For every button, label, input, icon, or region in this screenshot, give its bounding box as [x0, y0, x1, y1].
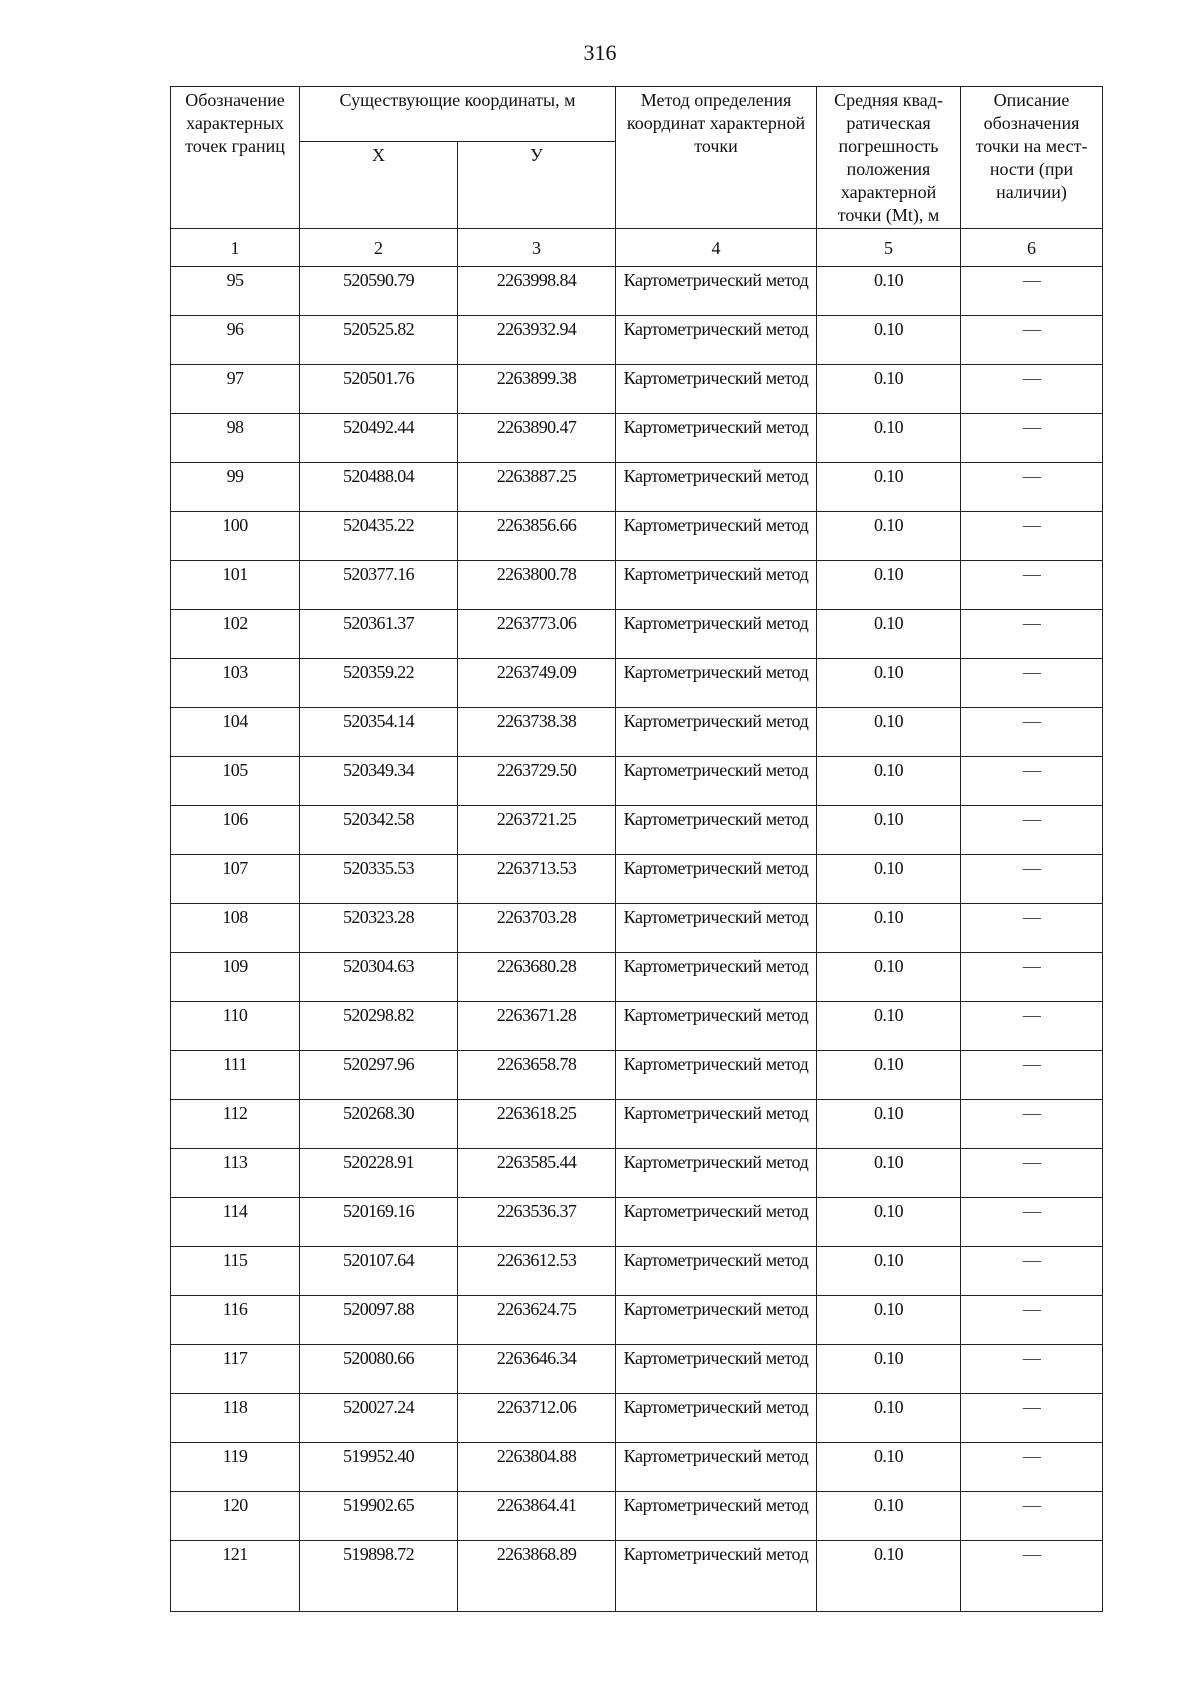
cell-x-coordinate: 520080.66 — [300, 1345, 458, 1394]
cell-point-number: 97 — [171, 365, 300, 414]
header-mean-square-error: Средняя квадратическая погрешность положения характерной точки (Mt), м — [817, 87, 961, 229]
cell-description: — — [961, 1492, 1103, 1541]
cell-method: Картометрический метод — [616, 414, 817, 463]
cell-y-coordinate: 2263713.53 — [458, 855, 616, 904]
cell-x-coordinate: 520107.64 — [300, 1247, 458, 1296]
cell-x-coordinate: 520359.22 — [300, 659, 458, 708]
cell-point-number: 119 — [171, 1443, 300, 1492]
cell-y-coordinate: 2263585.44 — [458, 1149, 616, 1198]
cell-error: 0.10 — [817, 1051, 961, 1100]
cell-y-coordinate: 2263932.94 — [458, 316, 616, 365]
cell-error: 0.10 — [817, 904, 961, 953]
cell-x-coordinate: 519952.40 — [300, 1443, 458, 1492]
cell-error: 0.10 — [817, 1296, 961, 1345]
cell-error: 0.10 — [817, 1394, 961, 1443]
header-method: Метод определения координат характерной точки — [616, 87, 817, 229]
cell-description: — — [961, 463, 1103, 512]
cell-x-coordinate: 520361.37 — [300, 610, 458, 659]
cell-error: 0.10 — [817, 1541, 961, 1612]
table-row — [171, 316, 1103, 365]
table-row — [171, 267, 1103, 316]
cell-method: Картометрический метод — [616, 953, 817, 1002]
page-number: 316 — [583, 40, 617, 65]
boundary-points-table — [170, 86, 1103, 1612]
table-row — [171, 953, 1103, 1002]
cell-y-coordinate: 2263680.28 — [458, 953, 616, 1002]
cell-point-number: 100 — [171, 512, 300, 561]
cell-y-coordinate: 2263749.09 — [458, 659, 616, 708]
cell-y-coordinate: 2263671.28 — [458, 1002, 616, 1051]
cell-point-number: 109 — [171, 953, 300, 1002]
cell-method: Картометрический метод — [616, 316, 817, 365]
cell-description: — — [961, 512, 1103, 561]
cell-method: Картометрический метод — [616, 1394, 817, 1443]
cell-point-number: 103 — [171, 659, 300, 708]
table-row — [171, 1296, 1103, 1345]
table-row — [171, 708, 1103, 757]
table-row — [171, 855, 1103, 904]
table-row — [171, 561, 1103, 610]
cell-method: Картометрический метод — [616, 561, 817, 610]
column-number: 6 — [961, 229, 1103, 267]
header-point-designation: Обозначение характерных точек границ — [171, 87, 300, 229]
column-number: 4 — [616, 229, 817, 267]
cell-x-coordinate: 520298.82 — [300, 1002, 458, 1051]
cell-y-coordinate: 2263804.88 — [458, 1443, 616, 1492]
cell-point-number: 113 — [171, 1149, 300, 1198]
cell-point-number: 114 — [171, 1198, 300, 1247]
cell-y-coordinate: 2263868.89 — [458, 1541, 616, 1612]
cell-method: Картометрический метод — [616, 1149, 817, 1198]
cell-y-coordinate: 2263721.25 — [458, 806, 616, 855]
cell-error: 0.10 — [817, 953, 961, 1002]
cell-x-coordinate: 520342.58 — [300, 806, 458, 855]
cell-point-number: 98 — [171, 414, 300, 463]
cell-description: — — [961, 757, 1103, 806]
cell-y-coordinate: 2263998.84 — [458, 267, 616, 316]
table-row — [171, 414, 1103, 463]
cell-y-coordinate: 2263773.06 — [458, 610, 616, 659]
cell-description: — — [961, 316, 1103, 365]
cell-error: 0.10 — [817, 1247, 961, 1296]
cell-point-number: 101 — [171, 561, 300, 610]
cell-description: — — [961, 561, 1103, 610]
table-row — [171, 904, 1103, 953]
cell-description: — — [961, 708, 1103, 757]
cell-method: Картометрический метод — [616, 806, 817, 855]
table-row — [171, 757, 1103, 806]
cell-method: Картометрический метод — [616, 365, 817, 414]
cell-y-coordinate: 2263729.50 — [458, 757, 616, 806]
table-row — [171, 463, 1103, 512]
table-row — [171, 1100, 1103, 1149]
cell-point-number: 95 — [171, 267, 300, 316]
table-row — [171, 1345, 1103, 1394]
table-body — [171, 267, 1103, 1612]
cell-point-number: 120 — [171, 1492, 300, 1541]
table-row — [171, 659, 1103, 708]
cell-x-coordinate: 520377.16 — [300, 561, 458, 610]
cell-x-coordinate: 519902.65 — [300, 1492, 458, 1541]
cell-point-number: 107 — [171, 855, 300, 904]
table-row — [171, 806, 1103, 855]
cell-error: 0.10 — [817, 267, 961, 316]
header-coordinates-group: Существующие координаты, м — [300, 87, 616, 142]
cell-y-coordinate: 2263800.78 — [458, 561, 616, 610]
table-row — [171, 512, 1103, 561]
cell-method: Картометрический метод — [616, 1443, 817, 1492]
cell-description: — — [961, 610, 1103, 659]
cell-x-coordinate: 520228.91 — [300, 1149, 458, 1198]
cell-description: — — [961, 1149, 1103, 1198]
cell-x-coordinate: 520304.63 — [300, 953, 458, 1002]
cell-method: Картометрический метод — [616, 855, 817, 904]
cell-y-coordinate: 2263658.78 — [458, 1051, 616, 1100]
cell-point-number: 116 — [171, 1296, 300, 1345]
table-row — [171, 1198, 1103, 1247]
cell-point-number: 118 — [171, 1394, 300, 1443]
cell-description: — — [961, 855, 1103, 904]
cell-x-coordinate: 520525.82 — [300, 316, 458, 365]
cell-method: Картометрический метод — [616, 267, 817, 316]
cell-x-coordinate: 520335.53 — [300, 855, 458, 904]
cell-error: 0.10 — [817, 561, 961, 610]
table-header — [171, 87, 1103, 267]
cell-y-coordinate: 2263618.25 — [458, 1100, 616, 1149]
cell-description: — — [961, 1345, 1103, 1394]
cell-method: Картометрический метод — [616, 1198, 817, 1247]
cell-point-number: 105 — [171, 757, 300, 806]
cell-method: Картометрический метод — [616, 1247, 817, 1296]
column-number: 2 — [300, 229, 458, 267]
cell-error: 0.10 — [817, 708, 961, 757]
table-row — [171, 610, 1103, 659]
cell-method: Картометрический метод — [616, 512, 817, 561]
cell-point-number: 115 — [171, 1247, 300, 1296]
header-description: Описание обозначения точки на местности (при наличии) — [961, 87, 1103, 229]
cell-point-number: 106 — [171, 806, 300, 855]
cell-method: Картометрический метод — [616, 708, 817, 757]
cell-method: Картометрический метод — [616, 463, 817, 512]
cell-error: 0.10 — [817, 1198, 961, 1247]
cell-description: — — [961, 1051, 1103, 1100]
cell-error: 0.10 — [817, 316, 961, 365]
cell-y-coordinate: 2263887.25 — [458, 463, 616, 512]
cell-error: 0.10 — [817, 1443, 961, 1492]
cell-point-number: 110 — [171, 1002, 300, 1051]
cell-x-coordinate: 520349.34 — [300, 757, 458, 806]
cell-method: Картометрический метод — [616, 1541, 817, 1612]
cell-y-coordinate: 2263536.37 — [458, 1198, 616, 1247]
cell-method: Картометрический метод — [616, 1492, 817, 1541]
cell-x-coordinate: 520492.44 — [300, 414, 458, 463]
table-row — [171, 1247, 1103, 1296]
cell-error: 0.10 — [817, 757, 961, 806]
cell-x-coordinate: 520297.96 — [300, 1051, 458, 1100]
cell-x-coordinate: 520027.24 — [300, 1394, 458, 1443]
cell-point-number: 99 — [171, 463, 300, 512]
cell-point-number: 104 — [171, 708, 300, 757]
cell-x-coordinate: 520097.88 — [300, 1296, 458, 1345]
cell-error: 0.10 — [817, 1149, 961, 1198]
cell-method: Картометрический метод — [616, 904, 817, 953]
cell-description: — — [961, 1296, 1103, 1345]
cell-error: 0.10 — [817, 610, 961, 659]
table-row — [171, 1492, 1103, 1541]
cell-description: — — [961, 1394, 1103, 1443]
cell-description: — — [961, 267, 1103, 316]
table-row — [171, 365, 1103, 414]
cell-x-coordinate: 520268.30 — [300, 1100, 458, 1149]
cell-description: — — [961, 1002, 1103, 1051]
cell-y-coordinate: 2263624.75 — [458, 1296, 616, 1345]
cell-y-coordinate: 2263890.47 — [458, 414, 616, 463]
cell-x-coordinate: 520323.28 — [300, 904, 458, 953]
cell-x-coordinate: 520169.16 — [300, 1198, 458, 1247]
cell-y-coordinate: 2263864.41 — [458, 1492, 616, 1541]
table-row — [171, 1002, 1103, 1051]
cell-error: 0.10 — [817, 512, 961, 561]
column-number: 1 — [171, 229, 300, 267]
cell-description: — — [961, 1247, 1103, 1296]
cell-description: — — [961, 1541, 1103, 1612]
cell-method: Картометрический метод — [616, 1345, 817, 1394]
cell-error: 0.10 — [817, 365, 961, 414]
cell-error: 0.10 — [817, 1345, 961, 1394]
cell-error: 0.10 — [817, 1492, 961, 1541]
cell-y-coordinate: 2263899.38 — [458, 365, 616, 414]
cell-description: — — [961, 1100, 1103, 1149]
cell-point-number: 108 — [171, 904, 300, 953]
cell-point-number: 117 — [171, 1345, 300, 1394]
cell-description: — — [961, 1443, 1103, 1492]
cell-y-coordinate: 2263856.66 — [458, 512, 616, 561]
cell-description: — — [961, 365, 1103, 414]
cell-method: Картометрический метод — [616, 1296, 817, 1345]
table-row — [171, 1443, 1103, 1492]
column-number: 3 — [458, 229, 616, 267]
cell-error: 0.10 — [817, 806, 961, 855]
table-row — [171, 1541, 1103, 1612]
cell-error: 0.10 — [817, 463, 961, 512]
cell-point-number: 121 — [171, 1541, 300, 1612]
cell-method: Картометрический метод — [616, 659, 817, 708]
cell-description: — — [961, 806, 1103, 855]
cell-error: 0.10 — [817, 414, 961, 463]
cell-y-coordinate: 2263703.28 — [458, 904, 616, 953]
table-row — [171, 1394, 1103, 1443]
cell-x-coordinate: 520354.14 — [300, 708, 458, 757]
cell-error: 0.10 — [817, 659, 961, 708]
cell-y-coordinate: 2263646.34 — [458, 1345, 616, 1394]
cell-method: Картометрический метод — [616, 610, 817, 659]
header-row — [171, 87, 1103, 142]
cell-error: 0.10 — [817, 1002, 961, 1051]
cell-point-number: 102 — [171, 610, 300, 659]
cell-description: — — [961, 659, 1103, 708]
cell-method: Картометрический метод — [616, 1100, 817, 1149]
cell-method: Картометрический метод — [616, 1051, 817, 1100]
cell-y-coordinate: 2263738.38 — [458, 708, 616, 757]
cell-error: 0.10 — [817, 1100, 961, 1149]
table-row — [171, 1051, 1103, 1100]
cell-method: Картометрический метод — [616, 757, 817, 806]
cell-point-number: 96 — [171, 316, 300, 365]
cell-y-coordinate: 2263712.06 — [458, 1394, 616, 1443]
column-number: 5 — [817, 229, 961, 267]
table-row — [171, 1149, 1103, 1198]
cell-point-number: 111 — [171, 1051, 300, 1100]
cell-x-coordinate: 520501.76 — [300, 365, 458, 414]
cell-error: 0.10 — [817, 855, 961, 904]
cell-x-coordinate: 520435.22 — [300, 512, 458, 561]
cell-method: Картометрический метод — [616, 1002, 817, 1051]
cell-x-coordinate: 520590.79 — [300, 267, 458, 316]
cell-description: — — [961, 904, 1103, 953]
cell-description: — — [961, 1198, 1103, 1247]
header-y: У — [458, 142, 616, 229]
cell-x-coordinate: 520488.04 — [300, 463, 458, 512]
cell-description: — — [961, 414, 1103, 463]
column-number-row — [171, 229, 1103, 267]
header-x: Х — [300, 142, 458, 229]
cell-description: — — [961, 953, 1103, 1002]
cell-x-coordinate: 519898.72 — [300, 1541, 458, 1612]
cell-y-coordinate: 2263612.53 — [458, 1247, 616, 1296]
cell-point-number: 112 — [171, 1100, 300, 1149]
